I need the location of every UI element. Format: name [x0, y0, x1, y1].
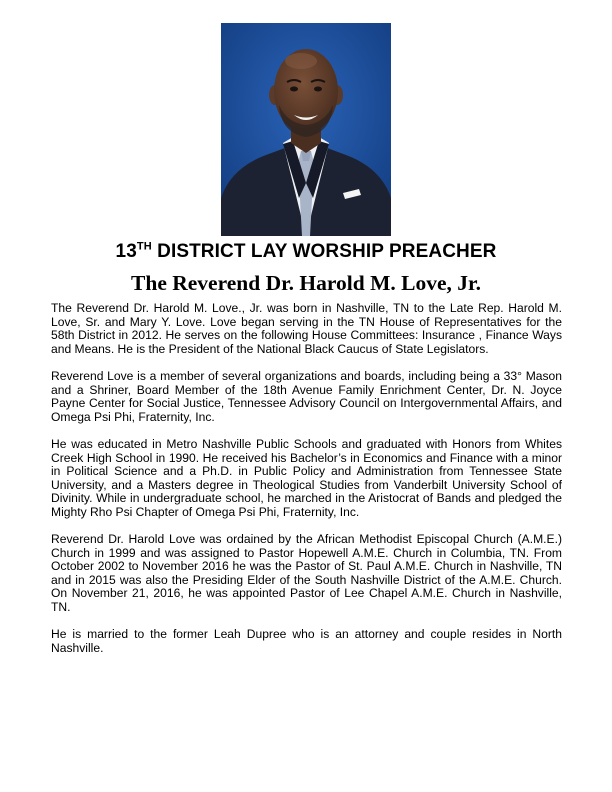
- bio-paragraph-education: He was educated in Metro Nashville Public Schools and graduated with Honors from Whites Creek High School in 1990. He received his Bachelor’s in Economics and Finance with a minor in Political Science and a Ph.D. in Public Policy and Administration from Tennessee State University, and a Masters degree in Theological Studies from Vanderbilt University School of Divinity. While in undergraduate school, he marched in the Aristocrat of Bands and pledged the Mighty Rho Psi Chapter of Omega Psi Phi, Fraternity, Inc.: [51, 436, 562, 519]
- heading-rest: DISTRICT LAY WORSHIP PREACHER: [151, 241, 497, 262]
- bio-paragraph-organizations: Reverend Love is a member of several organizations and boards, including being a 33° Mason and a Shriner, Board Member of the 18th Avenue Family Enrichment Center, Dr. N. Joyce Payne Center for Social Justice, Tennessee Advisory Council on Intergovernmental Affairs, and Omega Psi Phi, Fraternity, Inc.: [51, 368, 562, 424]
- heading-number: 13: [115, 241, 137, 262]
- biography: [51, 302, 562, 669]
- bio-paragraph-ministry: Reverend Dr. Harold Love was ordained by the African Methodist Episcopal Church (A.M.E.) Church in 1999 and was assigned to Pastor Hopewell A.M.E. Church in Columbia, TN. From October 2002 to November 2016 he was the Pastor of St. Paul A.M.E. Church in Nashville, TN and in 2015 was also the Presiding Elder of the South Nashville District of the A.M.E. Church. On November 21, 2016, he was appointed Pastor of Lee Chapel A.M.E. Church in Nashville, TN.: [51, 532, 562, 615]
- heading-ordinal: TH: [136, 240, 152, 253]
- page-heading: [0, 240, 612, 264]
- head-highlight: [285, 53, 317, 69]
- bio-paragraph-family: He is married to the former Leah Dupree who is an attorney and couple resides in North Nashville.: [51, 627, 562, 655]
- right-eye: [314, 87, 322, 92]
- portrait-photo: [221, 23, 391, 236]
- left-eye: [290, 87, 298, 92]
- preacher-name: The Reverend Dr. Harold M. Love, Jr.: [131, 271, 481, 295]
- bio-paragraph-birth: The Reverend Dr. Harold M. Love., Jr. was born in Nashville, TN to the Late Rep. Harold M. Love, Sr. and Mary Y. Love. Love began serving in the TN House of Representatives for the 58th District in 2012. He serves on the following House Committees: Insurance , Finance Ways and Means. He is the President of the National Black Caucus of State Legislators.: [51, 301, 562, 356]
- portrait-illustration: [221, 23, 391, 236]
